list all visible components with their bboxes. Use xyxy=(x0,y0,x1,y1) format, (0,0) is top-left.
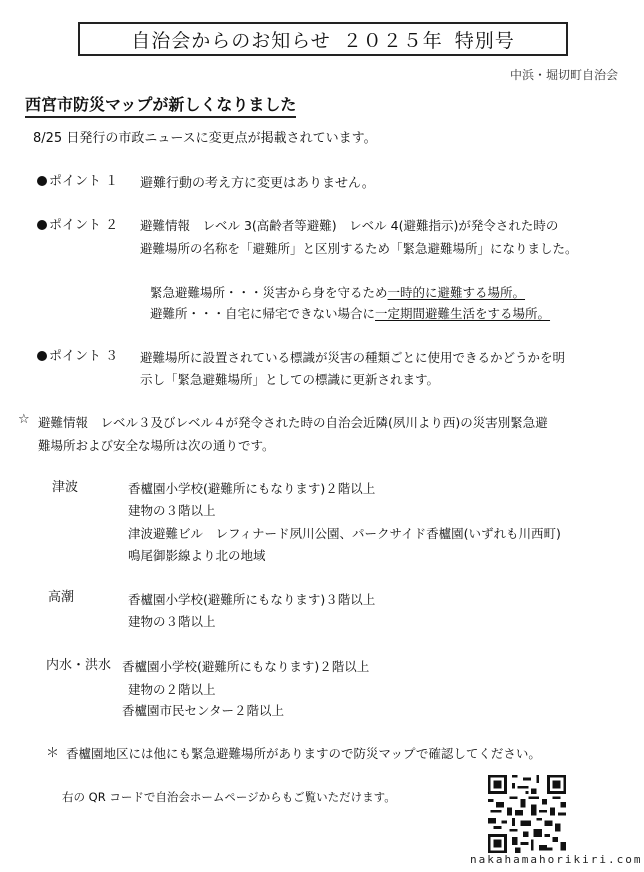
star-note-line-1: 避難情報 レベル３及びレベル４が発令された時の自治会近隣(夙川より西)の災害別緊急避 xyxy=(38,415,548,430)
title-special: 特別号 xyxy=(454,29,515,52)
flood-item-1: 香櫨園小学校(避難所にもなります)２階以上 xyxy=(122,659,370,674)
intro-text: 8/25 日発行の市政ニュースに変更点が掲載されています。 xyxy=(33,131,377,146)
disaster-tsunami-label: 津波 xyxy=(52,480,79,495)
point-1-label: ポイント １ xyxy=(37,170,118,189)
definition-shelter: 避難所・・・自宅に帰宅できない場合に一定期間避難生活をする場所。 xyxy=(150,306,551,321)
title-year: ２０２５年 xyxy=(342,29,443,52)
point-3-line-1: 避難場所に設置されている標識が災害の種類ごとに使用できるかどうかを明 xyxy=(140,350,566,365)
flood-item-2: 建物の２階以上 xyxy=(128,682,216,697)
footnote-mark: ＊ xyxy=(46,746,60,761)
point-3-label: ポイント ３ xyxy=(37,345,118,364)
point-2-label: ポイント ２ xyxy=(37,214,118,233)
footnote-text: 香櫨園地区には他にも緊急避難場所がありますので防災マップで確認してください。 xyxy=(66,746,541,761)
tsunami-item-2: 建物の３階以上 xyxy=(128,503,216,518)
tsunami-item-3: 津波避難ビル レフィナード夙川公園、パークサイド香櫨園(いずれも川西町) xyxy=(128,526,561,541)
point-1-text: 避難行動の考え方に変更はありません。 xyxy=(140,176,375,191)
qr-note: 右の QR コードで自治会ホームページからもご覧いただけます。 xyxy=(62,790,396,804)
bullet-icon xyxy=(37,351,47,361)
tsunami-item-1: 香櫨園小学校(避難所にもなります)２階以上 xyxy=(128,481,376,496)
title-main: 自治会からのお知らせ xyxy=(131,29,331,52)
definition-emergency: 緊急避難場所・・・災害から身を守るため一時的に避難する場所。 xyxy=(150,285,526,300)
qr-code[interactable] xyxy=(488,775,566,853)
notice-title-box xyxy=(78,22,568,56)
website-url[interactable]: nakahamahorikiri.com xyxy=(470,853,643,866)
tsunami-item-4: 鳴尾御影線より北の地域 xyxy=(128,548,266,563)
point-2-line-1: 避難情報 レベル 3(高齢者等避難) レベル 4(避難指示)が発令された時の xyxy=(140,218,559,233)
point-3-line-2: 示し「緊急避難場所」としての標識に更新されます。 xyxy=(140,372,440,387)
disaster-storm-surge-label: 高潮 xyxy=(48,590,75,605)
flood-item-3: 香櫨園市民センター２階以上 xyxy=(122,703,285,718)
point-2-line-2: 避難場所の名称を「避難所」と区別するため「緊急避難場所」になりました。 xyxy=(140,241,578,256)
organization-name: 中浜・堀切町自治会 xyxy=(509,68,618,82)
storm-surge-item-2: 建物の３階以上 xyxy=(128,614,216,629)
star-mark: ☆ xyxy=(18,412,30,427)
bullet-icon xyxy=(37,176,47,186)
disaster-flood-label: 内水・洪水 xyxy=(46,658,112,673)
section-heading: 西宮市防災マップが新しくなりました xyxy=(25,92,296,118)
bullet-icon xyxy=(37,220,47,230)
storm-surge-item-1: 香櫨園小学校(避難所にもなります)３階以上 xyxy=(128,592,376,607)
star-note-line-2: 難場所および安全な場所は次の通りです。 xyxy=(38,438,275,453)
